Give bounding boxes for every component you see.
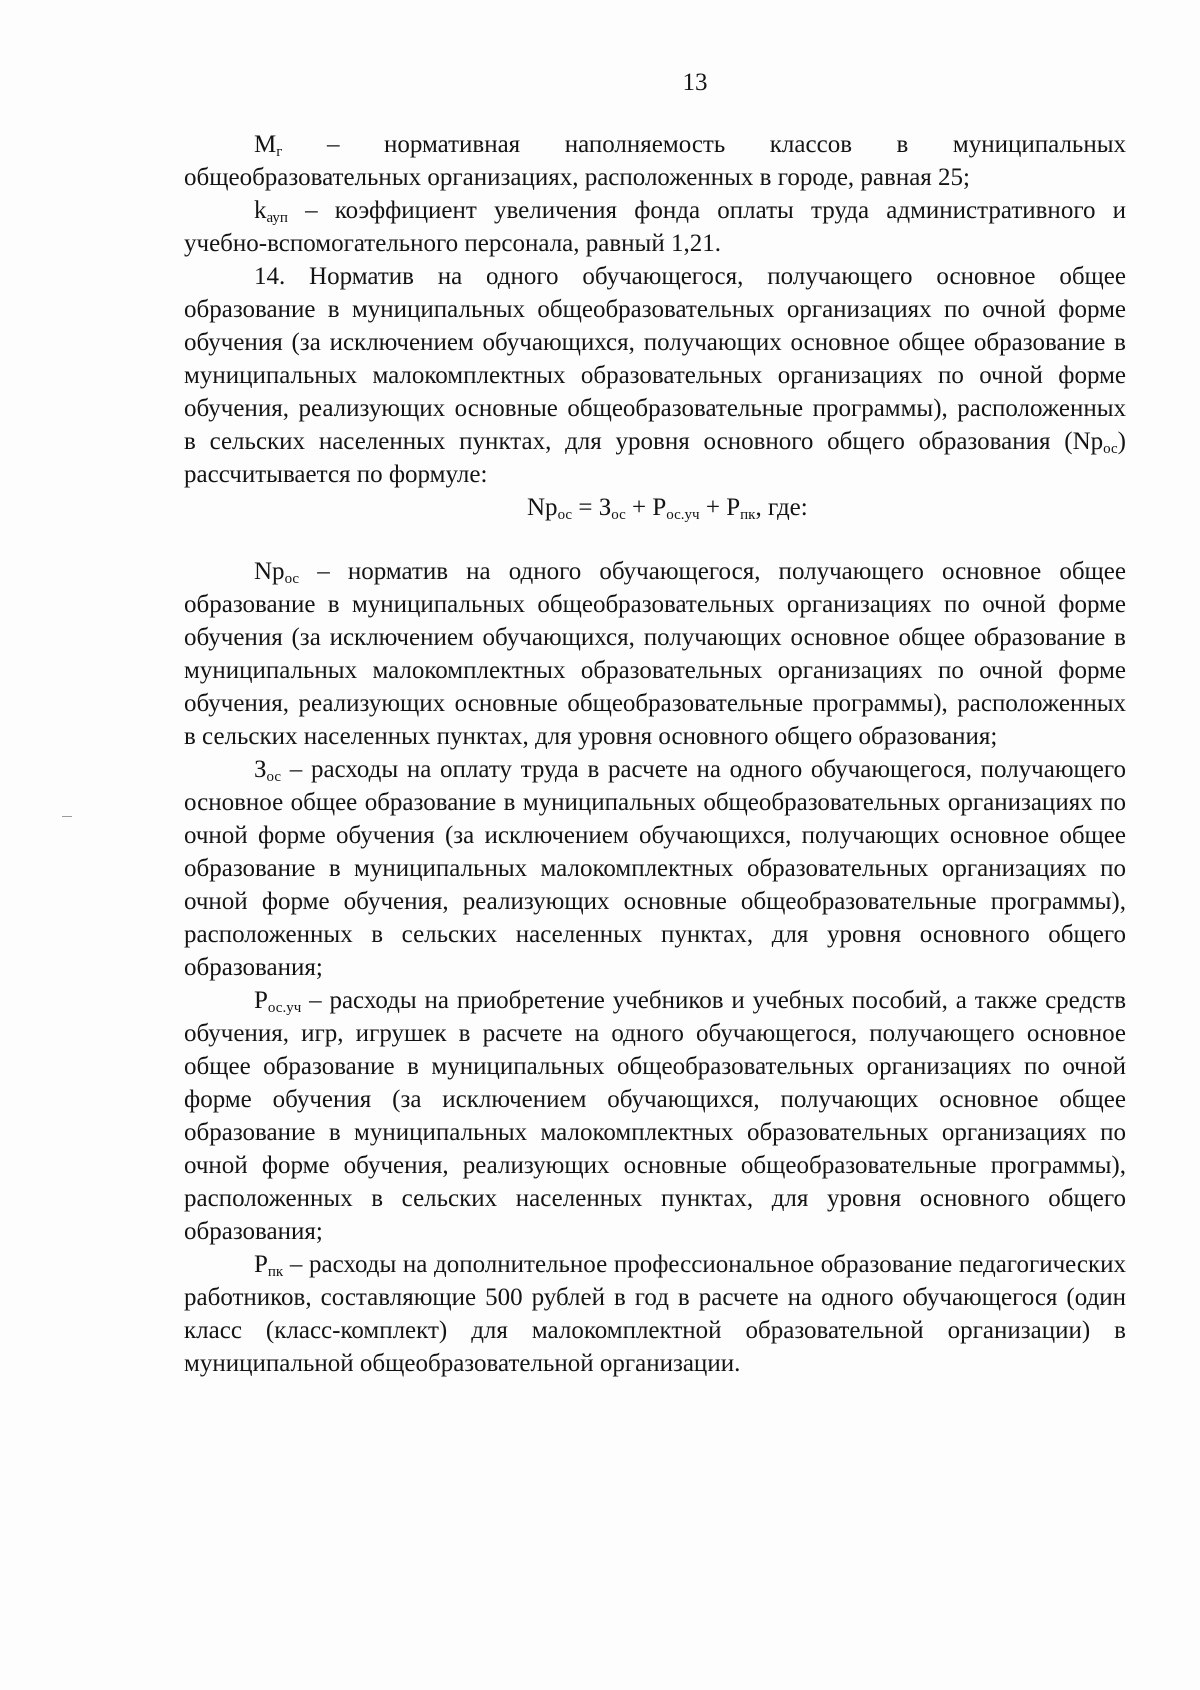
definition-symbol: З [254,756,267,783]
page-content [184,128,1126,1380]
definition-m-g [184,128,1126,194]
formula-plus-term: + Р [699,494,741,521]
definition-z-os [184,753,1126,984]
formula-term1-subscript: ос [611,507,626,523]
formula-lhs-subscript: ос [557,507,573,523]
definition-symbol: М [254,131,277,158]
formula-term2-subscript: ос.уч [666,507,700,523]
definition-text: – расходы на приобретение учебников и учебных пособий, а также средств обучения, игр, игрушек в расчете на одного обучающегося, получающего основное общее образование в муниципальных общеобразовательных организациях по очной форме обучения (за исключением обучающихся, получающих основное общее образование в муниципальных малокомплектных образовательных организациях по очной форме обучения, реализующих основные общеобразовательные программы), расположенных в сельских населенных пунктах, для уровня основного общего образования; [184,987,1126,1245]
definition-symbol: Р [254,987,268,1014]
item-14-subscript: ос [1103,441,1118,457]
item-14-text-before: 14. Норматив на одного обучающегося, получающего основное общее образование в муниципальных общеобразовательных организациях по очной форме обучения (за исключением обучающихся, получающих основное общее образование в муниципальных малокомплектных образовательных организациях по очной форме обучения, реализующих основные общеобразовательные программы), расположенных в сельских населенных пунктах, для уровня основного общего образования (Nр [184,263,1126,455]
definition-symbol: k [254,197,267,224]
definition-subscript: ос [266,769,282,785]
formula-lhs: Nр [527,494,558,521]
definition-symbol: Nр [254,558,285,585]
item-14-text-after: ) рассчитывается по формуле: [184,428,1126,488]
definition-symbol: Р [254,1251,268,1278]
definition-subscript: г [276,144,283,160]
definition-r-pk [184,1248,1126,1380]
definition-subscript: пк [267,1264,284,1280]
definition-text: – расходы на оплату труда в расчете на одного обучающегося, получающего основное общее образование в муниципальных общеобразовательных организациях по очной форме обучения (за исключением обучающихся, получающих основное общее образование в муниципальных малокомплектных образовательных организациях по очной форме обучения, реализующих основные общеобразовательные программы), расположенных в сельских населенных пунктах, для уровня основного общего образования; [184,756,1126,981]
formula-equals-term: = З [572,494,612,521]
scan-artifact [62,816,72,817]
formula-tail: , где: [755,494,808,521]
definition-subscript: ос.уч [267,1000,302,1016]
formula-term3-subscript: пк [740,507,756,523]
definition-r-os-uch [184,984,1126,1248]
definition-subscript: ос [284,571,300,587]
definition-k-aup [184,194,1126,260]
definition-np-os [184,555,1126,753]
definition-text: – норматив на одного обучающегося, получающего основное общее образование в муниципальных общеобразовательных организациях по очной форме обучения (за исключением обучающихся, получающих основное общее образование в муниципальных малокомплектных образовательных организациях по очной форме обучения, реализующих основные общеобразовательные программы), расположенных в сельских населенных пунктах, для уровня основного общего образования; [184,558,1126,750]
item-14-paragraph [184,260,1126,491]
formula [184,491,1126,555]
definition-text: – нормативная наполняемость классов в муниципальных общеобразовательных организациях, расположенных в городе, равная 25; [184,131,1126,191]
definition-text: – расходы на дополнительное профессиональное образование педагогических работников, составляющие 500 рублей в год в расчете на одного обучающегося (один класс (класс-комплект) для малокомплектной образовательной организации) в муниципальной общеобразовательной организации. [184,1251,1126,1377]
formula-plus-term: + Р [625,494,667,521]
definition-subscript: ауп [266,210,288,226]
page-number: 13 [682,69,708,96]
definition-text: – коэффициент увеличения фонда оплаты труда административного и учебно-вспомогательного персонала, равный 1,21. [184,197,1126,257]
